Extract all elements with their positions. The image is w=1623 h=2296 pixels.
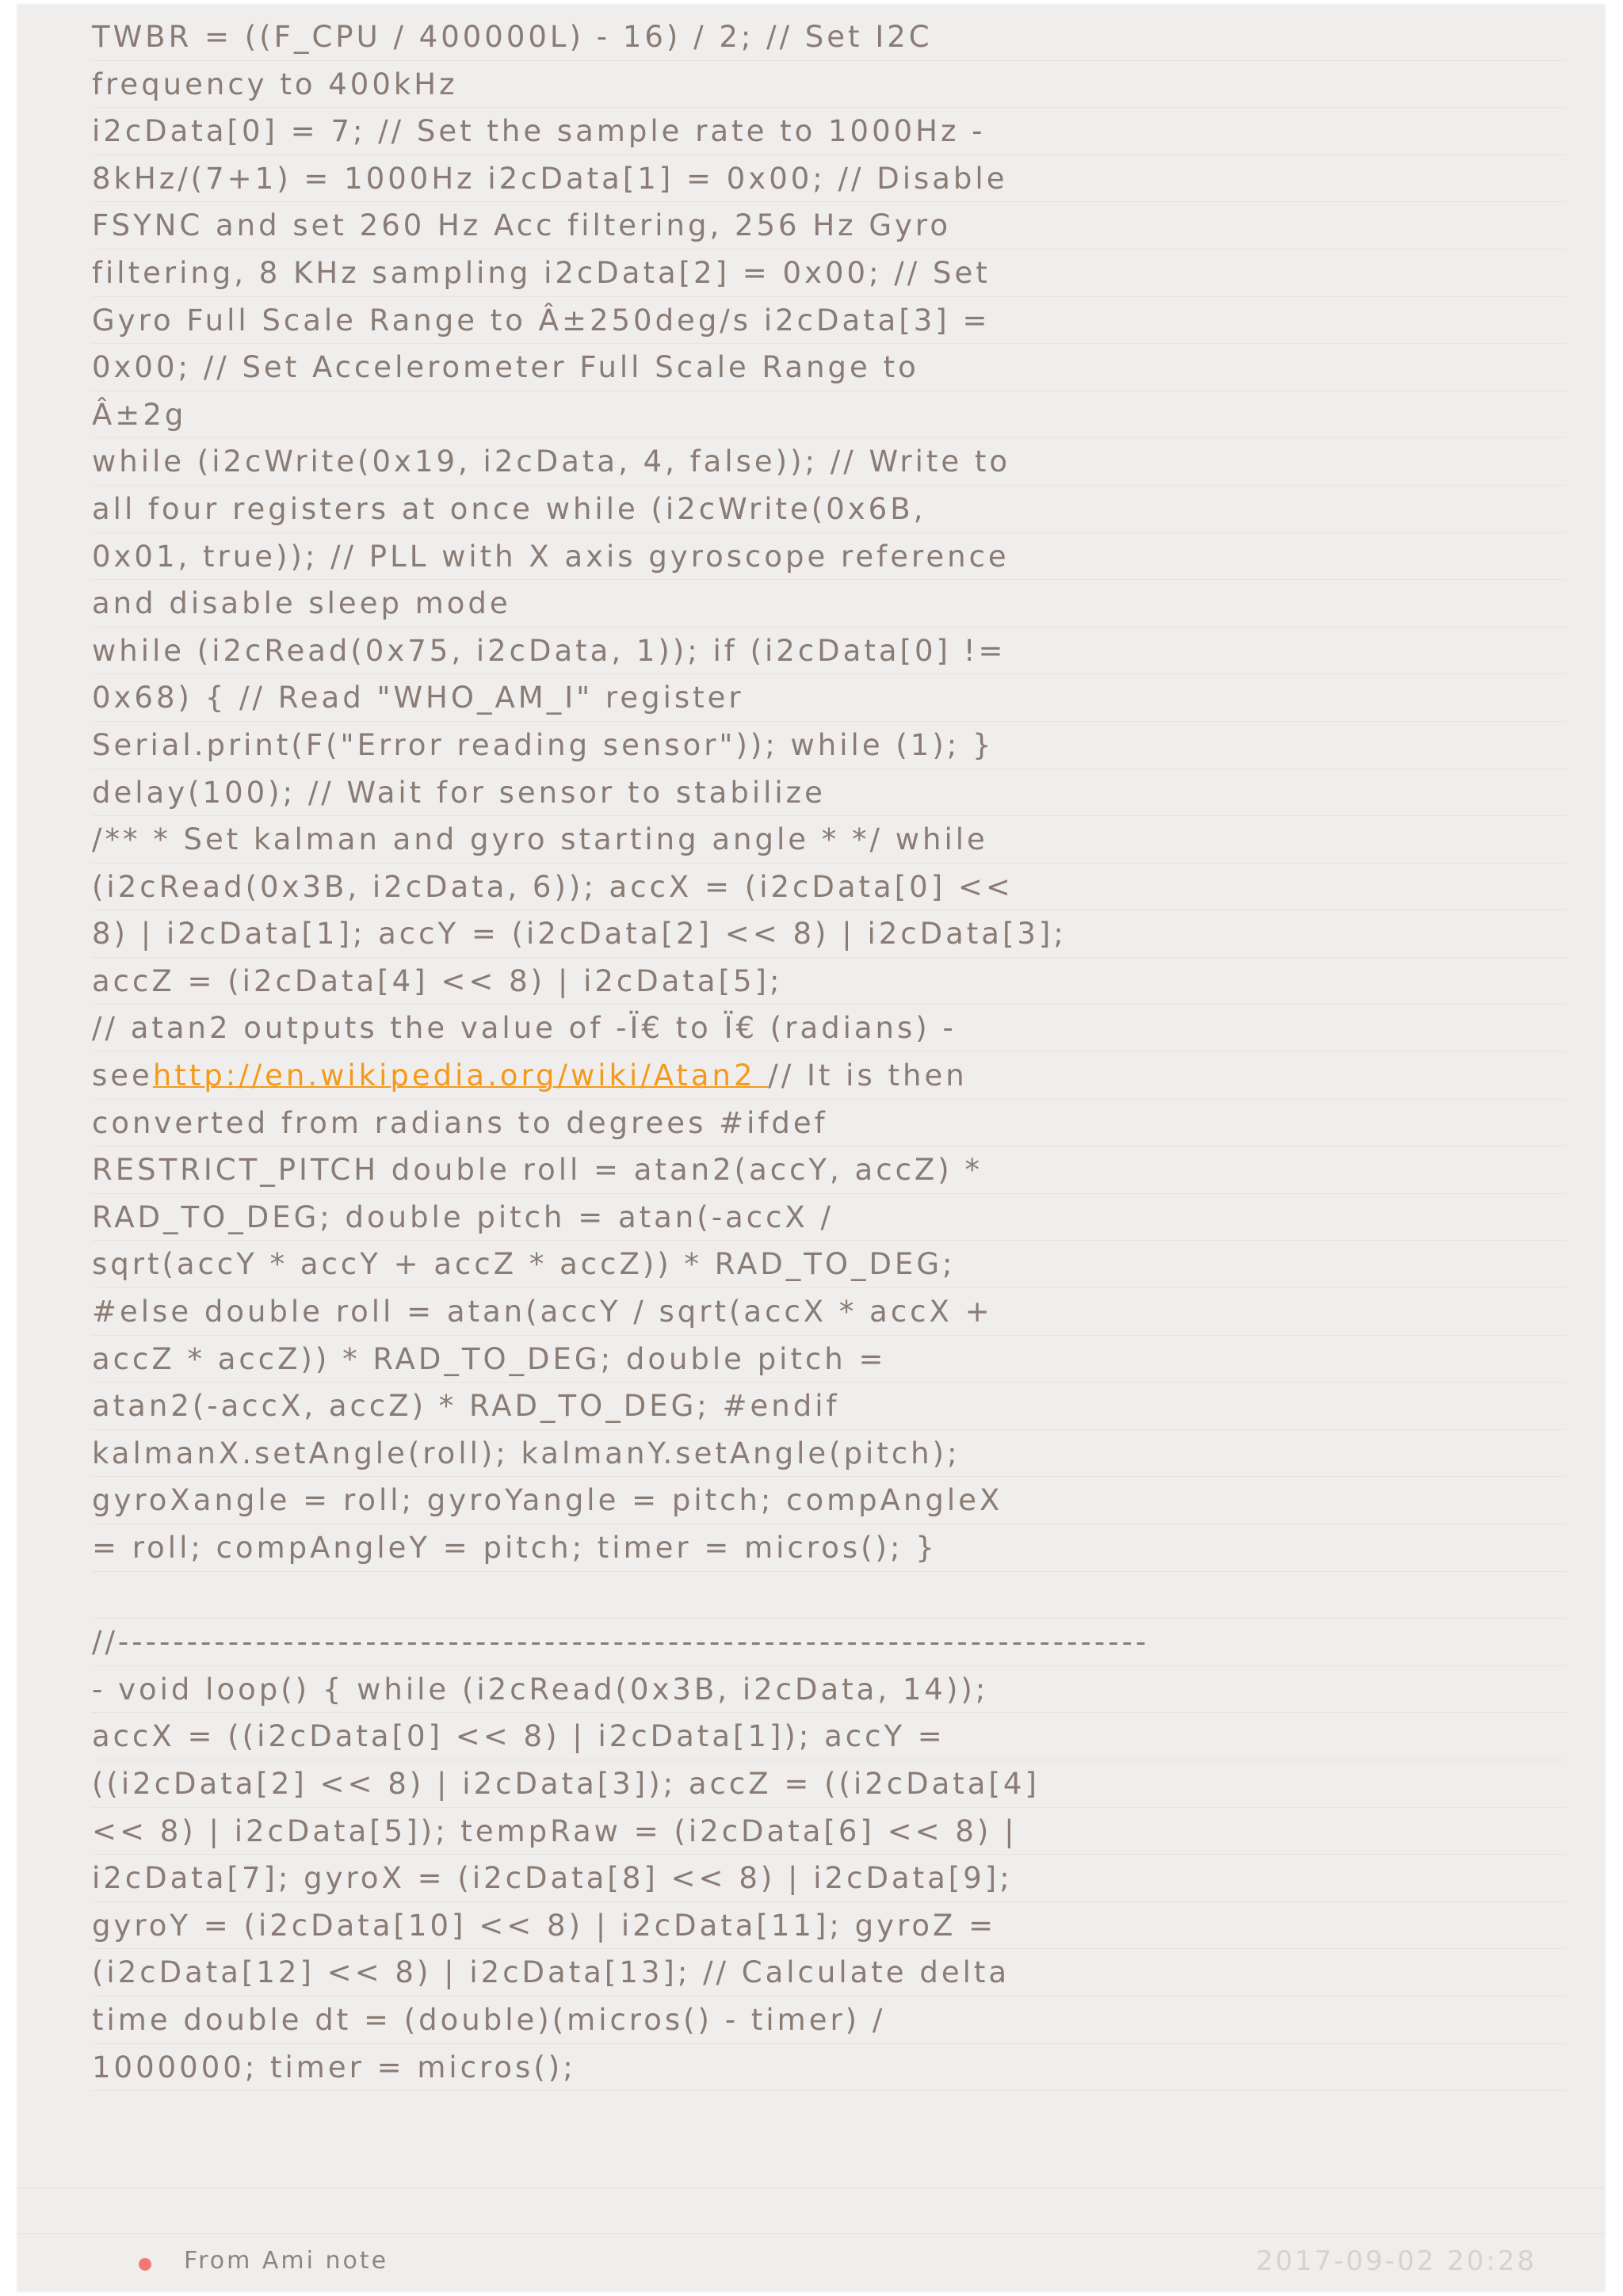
code-line: frequency to 400kHz (92, 61, 1566, 109)
code-line: gyroXangle = roll; gyroYangle = pitch; compAngleX (92, 1477, 1566, 1524)
code-line: kalmanX.setAngle(roll); kalmanY.setAngle(pitch); (92, 1430, 1566, 1478)
code-lines-before-link (92, 13, 1566, 1052)
divider-line (17, 2187, 1605, 2188)
wikipedia-atan2-link[interactable]: http://en.wikipedia.org/wiki/Atan2 (152, 1058, 769, 1093)
code-line: = roll; compAngleY = pitch; timer = micros(); } (92, 1524, 1566, 1572)
note-content[interactable] (92, 13, 1566, 2091)
code-line: 0x68) { // Read "WHO_AM_I" register (92, 674, 1566, 722)
link-line-suffix: // It is then (768, 1058, 968, 1093)
code-line: time double dt = (double)(micros() - timer) / (92, 1997, 1566, 2044)
code-line: TWBR = ((F_CPU / 400000L) - 16) / 2; // Set I2C (92, 13, 1566, 61)
code-line: 0x01, true)); // PLL with X axis gyroscope reference (92, 533, 1566, 581)
note-page (17, 5, 1605, 2291)
code-line: 8kHz/(7+1) = 1000Hz i2cData[1] = 0x00; // Disable (92, 155, 1566, 203)
code-lines-after-link (92, 1100, 1566, 2091)
code-line: gyroY = (i2cData[10] << 8) | i2cData[11]; gyroZ = (92, 1902, 1566, 1950)
code-line: and disable sleep mode (92, 580, 1566, 627)
code-line: Gyro Full Scale Range to Â±250deg/s i2cData[3] = (92, 297, 1566, 345)
code-line: RESTRICT_PITCH double roll = atan2(accY, accZ) * (92, 1146, 1566, 1194)
note-source: From Ami note (184, 2247, 389, 2275)
code-line: FSYNC and set 260 Hz Acc filtering, 256 Hz Gyro (92, 202, 1566, 250)
code-line: accZ * accZ)) * RAD_TO_DEG; double pitch = (92, 1336, 1566, 1383)
code-line: all four registers at once while (i2cWrite(0x6B, (92, 486, 1566, 533)
code-line: RAD_TO_DEG; double pitch = atan(-accX / (92, 1194, 1566, 1241)
code-line: (i2cData[12] << 8) | i2cData[13]; // Calculate delta (92, 1949, 1566, 1997)
code-line: while (i2cRead(0x75, i2cData, 1)); if (i2cData[0] != (92, 627, 1566, 675)
code-line: Â±2g (92, 391, 1566, 439)
code-line: (i2cRead(0x3B, i2cData, 6)); accX = (i2cData[0] << (92, 864, 1566, 911)
code-line: ((i2cData[2] << 8) | i2cData[3]); accZ = ((i2cData[4] (92, 1760, 1566, 1808)
code-line: accX = ((i2cData[0] << 8) | i2cData[1]); accY = (92, 1713, 1566, 1760)
note-footer (17, 2241, 1605, 2285)
code-line: - void loop() { while (i2cRead(0x3B, i2cData, 14)); (92, 1666, 1566, 1714)
code-line: atan2(-accX, accZ) * RAD_TO_DEG; #endif (92, 1383, 1566, 1430)
link-line-prefix: see (92, 1058, 153, 1093)
code-line: filtering, 8 KHz sampling i2cData[2] = 0x00; // Set (92, 250, 1566, 297)
code-line: << 8) | i2cData[5]); tempRaw = (i2cData[6] << 8) | (92, 1808, 1566, 1855)
code-line: /** * Set kalman and gyro starting angle * */ while (92, 816, 1566, 864)
code-line: i2cData[0] = 7; // Set the sample rate to 1000Hz - (92, 108, 1566, 155)
code-line: sqrt(accY * accY + accZ * accZ)) * RAD_TO_DEG; (92, 1241, 1566, 1288)
code-line: 8) | i2cData[1]; accY = (i2cData[2] << 8) | i2cData[3]; (92, 910, 1566, 958)
link-line (92, 1052, 1566, 1100)
code-line: //--------------------------------------------------------------------------- (92, 1619, 1566, 1666)
code-line: accZ = (i2cData[4] << 8) | i2cData[5]; (92, 958, 1566, 1005)
code-line: delay(100); // Wait for sensor to stabilize (92, 769, 1566, 817)
code-line (92, 1572, 1566, 1619)
code-line: converted from radians to degrees #ifdef (92, 1100, 1566, 1147)
code-line: Serial.print(F("Error reading sensor")); while (1); } (92, 722, 1566, 769)
code-line: 0x00; // Set Accelerometer Full Scale Range to (92, 344, 1566, 391)
code-line: i2cData[7]; gyroX = (i2cData[8] << 8) | i2cData[9]; (92, 1855, 1566, 1902)
code-line: 1000000; timer = micros(); (92, 2044, 1566, 2092)
code-line: // atan2 outputs the value of -Ï€ to Ï€ (radians) - (92, 1005, 1566, 1052)
code-line: #else double roll = atan(accY / sqrt(accX * accX + (92, 1288, 1566, 1336)
source-dot-icon (139, 2258, 151, 2271)
note-timestamp: 2017-09-02 20:28 (1255, 2245, 1537, 2277)
code-line: while (i2cWrite(0x19, i2cData, 4, false)); // Write to (92, 438, 1566, 486)
divider-line (17, 2233, 1605, 2234)
